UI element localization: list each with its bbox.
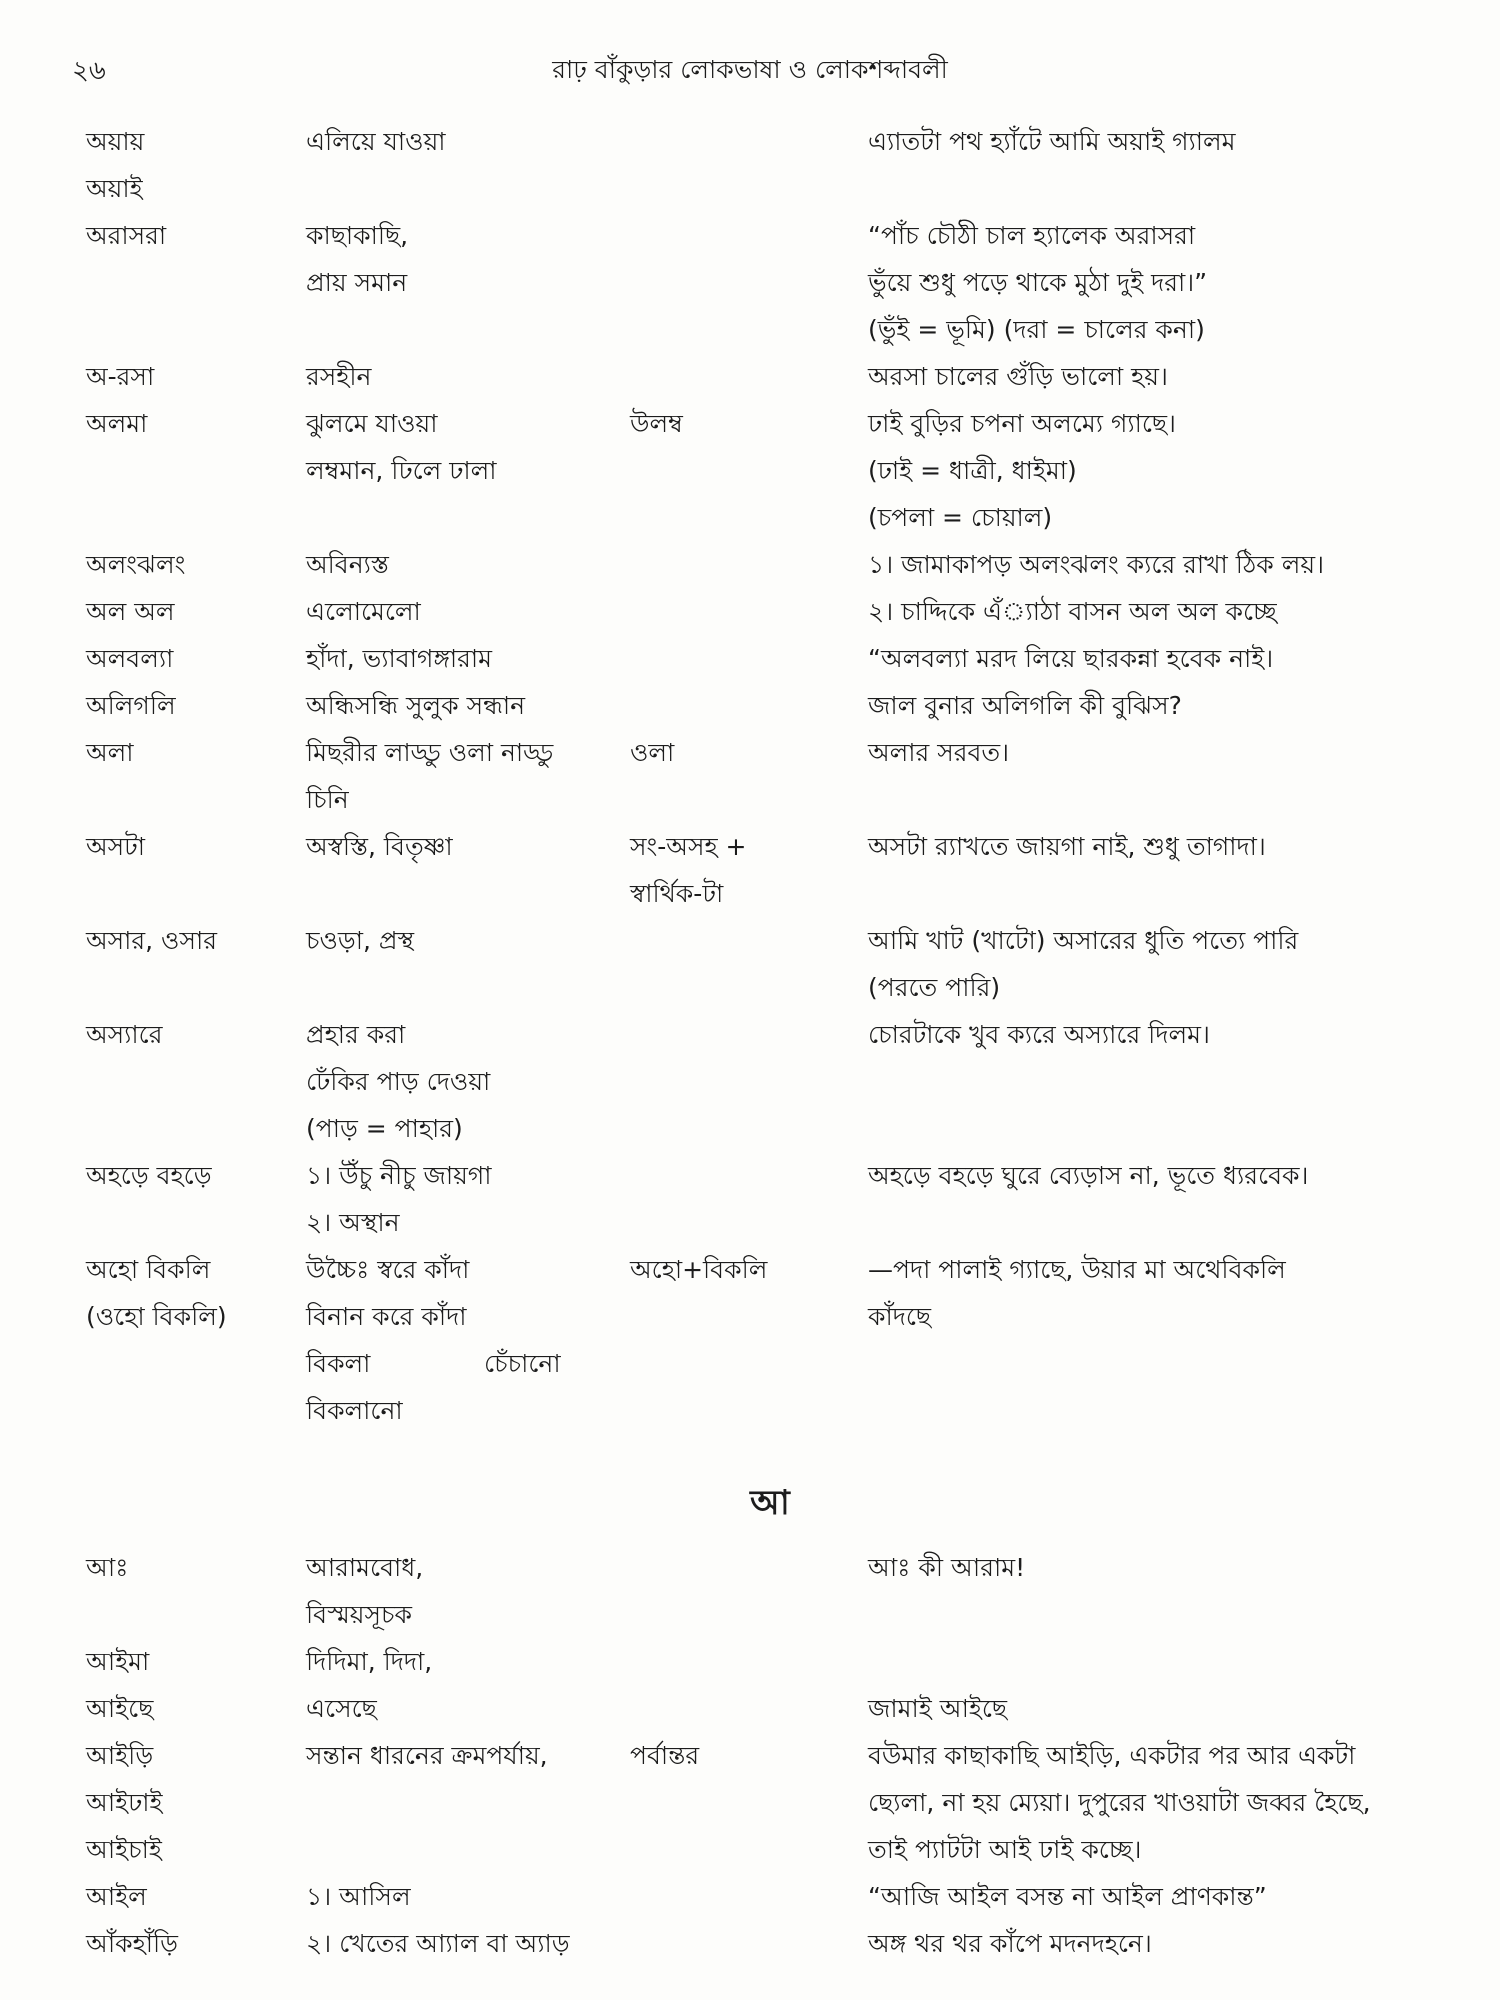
running-head-title: রাঢ় বাঁকুড়ার লোকভাষা ও লোকশব্দাবলী xyxy=(552,55,948,84)
table-row xyxy=(0,1591,1500,1638)
page-header xyxy=(0,44,1500,88)
entry-word: অলংঝলং xyxy=(86,550,186,579)
entry-example: “অলবল্যা মরদ লিয়ে ছারকন্না হবেক নাই। xyxy=(868,644,1274,673)
entry-origin: অহো+বিকলি xyxy=(630,1255,768,1284)
entry-meaning: বিস্ময়সূচক xyxy=(306,1600,412,1629)
table-row xyxy=(0,1058,1500,1105)
table-row xyxy=(0,729,1500,776)
entry-example: বউমার কাছাকাছি আইড়ি, একটার পর আর একটা xyxy=(868,1741,1356,1770)
table-row xyxy=(0,400,1500,447)
table-row xyxy=(0,682,1500,729)
entry-example: জাল বুনার অলিগলি কী বুঝিস? xyxy=(868,691,1182,720)
table-row xyxy=(0,118,1500,165)
entry-word: অসটা xyxy=(86,832,146,861)
table-row xyxy=(0,306,1500,353)
table-row xyxy=(0,1387,1500,1434)
table-row xyxy=(0,1340,1500,1387)
table-row xyxy=(0,588,1500,635)
entry-meaning-aside: চেঁচানো xyxy=(484,1349,561,1378)
table-row xyxy=(0,353,1500,400)
entry-example: এ্যাতটা পথ হ্যাঁটে আমি অয়াই গ্যালম xyxy=(868,127,1236,156)
entry-example: চোরটাকে খুব ক্যরে অস্যারে দিলম। xyxy=(868,1020,1210,1049)
entry-example: তাই প্যাটটা আই ঢাই কচ্ছে। xyxy=(868,1835,1142,1864)
entry-meaning: চিনি xyxy=(306,785,349,814)
entry-word: অহো বিকলি xyxy=(86,1255,211,1284)
entry-word: অস্যারে xyxy=(86,1020,163,1049)
entry-meaning: প্রায় সমান xyxy=(306,268,408,297)
entry-meaning: ২। অস্থান xyxy=(306,1208,400,1237)
entry-word: অসার, ওসার xyxy=(86,926,217,955)
entry-word: অল অল xyxy=(86,597,175,626)
entry-origin: ওলা xyxy=(630,738,675,767)
entry-word: আইল xyxy=(86,1882,147,1911)
entry-meaning: অন্ধিসন্ধি সুলুক সন্ধান xyxy=(306,691,526,720)
entry-example: (ভুঁই = ভূমি) (দরা = চালের কনা) xyxy=(868,315,1205,344)
entry-example: “পাঁচ চৌঠী চাল হ্যালেক অরাসরা xyxy=(868,221,1196,250)
entry-table xyxy=(0,118,1500,1967)
table-row xyxy=(0,1199,1500,1246)
table-row xyxy=(0,1685,1500,1732)
entry-example: —পদা পালাই গ্যাছে, উয়ার মা অথেবিকলি xyxy=(868,1255,1286,1284)
entry-origin: সং-অসহ + xyxy=(630,832,747,861)
entry-word: অলা xyxy=(86,738,134,767)
entry-example: ২। চাদ্দিকে এঁ্যাঠা বাসন অল অল কচ্ছে xyxy=(868,597,1277,626)
entry-meaning: দিদিমা, দিদা, xyxy=(306,1647,433,1676)
entry-word: আইচাই xyxy=(86,1835,162,1864)
entry-example: অরসা চালের গুঁড়ি ভালো হয়। xyxy=(868,362,1168,391)
table-row xyxy=(0,1873,1500,1920)
table-row xyxy=(0,447,1500,494)
table-row xyxy=(0,1826,1500,1873)
table-row xyxy=(0,1638,1500,1685)
table-row xyxy=(0,1152,1500,1199)
entry-example: (ঢাই = ধাত্রী, ধাইমা) xyxy=(868,456,1077,485)
entry-word: আইঢাই xyxy=(86,1788,163,1817)
entry-example: (চপলা = চোয়াল) xyxy=(868,503,1053,532)
entry-meaning: মিছরীর লাড্ডু ওলা নাড্ডু xyxy=(306,738,554,767)
entry-meaning: ঢেঁকির পাড় দেওয়া xyxy=(306,1067,491,1096)
table-row xyxy=(0,212,1500,259)
entry-meaning: কাছাকাছি, xyxy=(306,221,409,250)
table-row xyxy=(0,541,1500,588)
entry-word: আঃ xyxy=(86,1553,129,1582)
table-row xyxy=(0,259,1500,306)
entry-example: “আজি আইল বসন্ত না আইল প্রাণকান্ত” xyxy=(868,1882,1267,1911)
entry-meaning: এলিয়ে যাওয়া xyxy=(306,127,446,156)
entry-meaning: হাঁদা, ভ্যাবাগঙ্গারাম xyxy=(306,644,493,673)
entry-meaning: রসহীন xyxy=(306,362,372,391)
entry-example: ১। জামাকাপড় অলংঝলং ক্যরে রাখা ঠিক লয়। xyxy=(868,550,1325,579)
table-row xyxy=(0,635,1500,682)
entry-meaning: (পাড় = পাহার) xyxy=(306,1114,463,1143)
entries-section-aa xyxy=(0,1544,1500,1967)
entry-word: আইছে xyxy=(86,1694,154,1723)
table-row xyxy=(0,1246,1500,1293)
entry-meaning: বিনান করে কাঁদা xyxy=(306,1302,467,1331)
entry-meaning: সন্তান ধারনের ক্রমপর্যায়, xyxy=(306,1741,548,1770)
entry-word: অরাসরা xyxy=(86,221,167,250)
entry-word: আইমা xyxy=(86,1647,150,1676)
table-row xyxy=(0,870,1500,917)
entry-meaning: এসেছে xyxy=(306,1694,377,1723)
entry-meaning: আরামবোধ, xyxy=(306,1553,424,1582)
entry-word: অলবল্যা xyxy=(86,644,174,673)
entry-word: অয়ায় xyxy=(86,127,145,156)
entry-word: অলমা xyxy=(86,409,148,438)
entry-word: আইড়ি xyxy=(86,1741,154,1770)
entry-origin: স্বার্থিক-টা xyxy=(630,879,724,908)
entry-meaning: প্রহার করা xyxy=(306,1020,406,1049)
section-gap xyxy=(0,1434,1500,1478)
entry-example: জামাই আইছে xyxy=(868,1694,1008,1723)
entry-origin: পর্বান্তর xyxy=(630,1741,700,1770)
entry-example: অসটা র‍্যাখতে জায়গা নাই, শুধু তাগাদা। xyxy=(868,832,1266,861)
table-row xyxy=(0,1732,1500,1779)
entry-example: (পরতে পারি) xyxy=(868,973,1001,1002)
table-row xyxy=(0,1293,1500,1340)
section-heading-letter: আ xyxy=(750,1483,790,1523)
entry-meaning: ১। উঁচু নীচু জায়গা xyxy=(306,1161,492,1190)
entry-meaning: লম্বমান, ঢিলে ঢালা xyxy=(306,456,497,485)
entry-word: অহড়ে বহড়ে xyxy=(86,1161,212,1190)
table-row xyxy=(0,964,1500,1011)
entry-meaning: ঝুলমে যাওয়া xyxy=(306,409,438,438)
entry-word: অলিগলি xyxy=(86,691,176,720)
section-heading xyxy=(0,1478,1500,1544)
table-row xyxy=(0,917,1500,964)
entry-example: অলার সরবত। xyxy=(868,738,1010,767)
table-row xyxy=(0,494,1500,541)
table-row xyxy=(0,1011,1500,1058)
entry-meaning: উচ্চৈঃ স্বরে কাঁদা xyxy=(306,1255,470,1284)
entry-example: কাঁদছে xyxy=(868,1302,932,1331)
entries-section-a xyxy=(0,118,1500,1434)
table-row xyxy=(0,823,1500,870)
table-row xyxy=(0,1544,1500,1591)
entry-word: (ওহো বিকলি) xyxy=(86,1302,227,1331)
entry-word: অয়াই xyxy=(86,174,143,203)
table-row xyxy=(0,1779,1500,1826)
entry-meaning: এলোমেলো xyxy=(306,597,421,626)
entry-example: অহড়ে বহড়ে ঘুরে ব্যেড়াস না, ভূতে ধ্যরবেক। xyxy=(868,1161,1309,1190)
entry-meaning: অস্বস্তি, বিতৃষ্ণা xyxy=(306,832,453,861)
entry-word: আঁকহাঁড়ি xyxy=(86,1929,179,1958)
entry-word: অ-রসা xyxy=(86,362,155,391)
table-row xyxy=(0,1920,1500,1967)
entry-meaning: ২। খেতের আ্যাল বা অ্যাড় xyxy=(306,1929,570,1958)
entry-example: ছ্যেলা, না হয় ম্যেয়া। দুপুরের খাওয়াটা জব্বর হৈছে, xyxy=(868,1788,1371,1817)
table-row xyxy=(0,165,1500,212)
table-row xyxy=(0,1105,1500,1152)
entry-meaning: অবিন্যস্ত xyxy=(306,550,389,579)
entry-meaning: ১। আসিল xyxy=(306,1882,411,1911)
entry-example: অঙ্গ থর থর কাঁপে মদনদহনে। xyxy=(868,1929,1152,1958)
entry-example: আমি খাট (খাটো) অসারের ধুতি পত্যে পারি xyxy=(868,926,1299,955)
entry-example: আঃ কী আরাম! xyxy=(868,1553,1026,1582)
entry-origin: উলম্ব xyxy=(630,409,683,438)
entry-meaning: চওড়া, প্রস্থ xyxy=(306,926,415,955)
entry-example: ভুঁয়ে শুধু পড়ে থাকে মুঠা দুই দরা।” xyxy=(868,268,1208,297)
entry-meaning: বিকলানো xyxy=(306,1396,403,1425)
entry-example: ঢাই বুড়ির চপনা অলম্যে গ্যাছে। xyxy=(868,409,1176,438)
page-number: ২৬ xyxy=(72,56,106,86)
table-row xyxy=(0,776,1500,823)
entry-meaning: বিকলা xyxy=(306,1349,371,1378)
